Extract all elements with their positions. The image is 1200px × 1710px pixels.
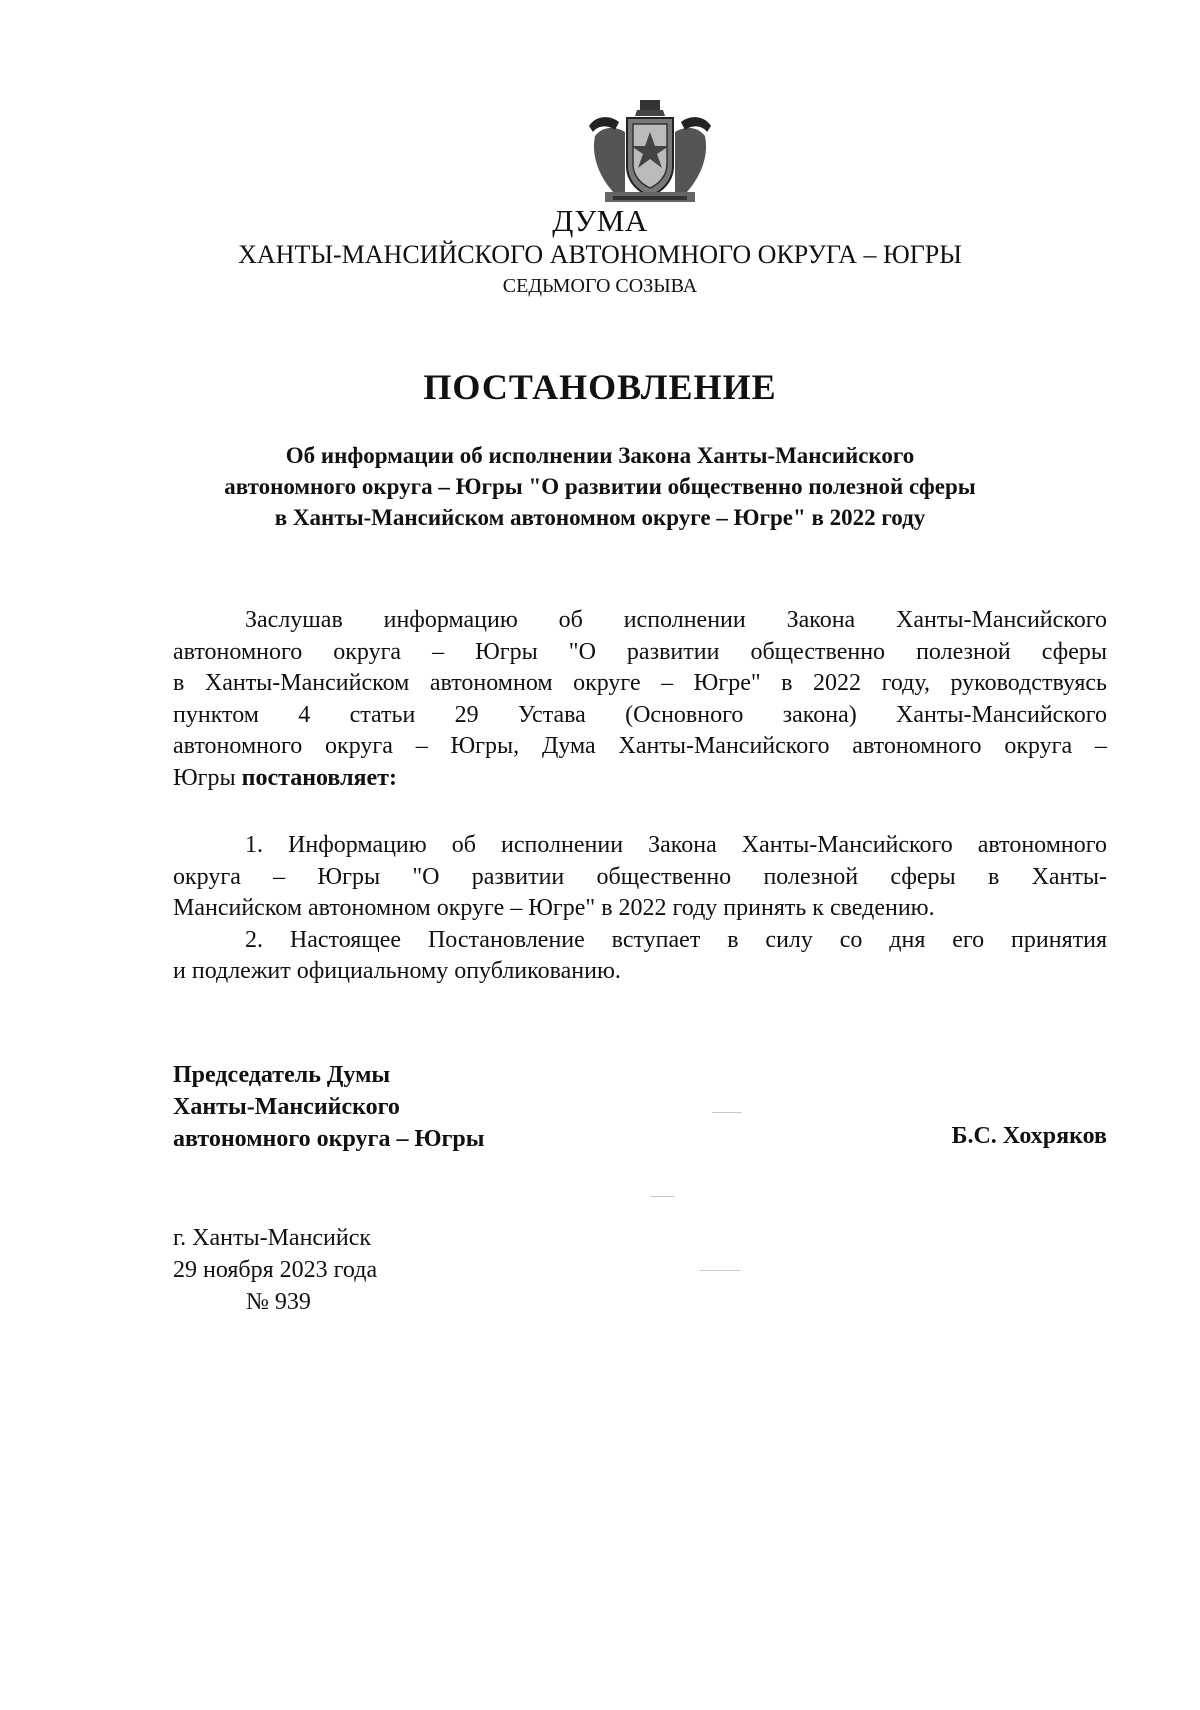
region-title: ХАНТЫ-МАНСИЙСКОГО АВТОНОМНОГО ОКРУГА – ЮГРЫ <box>238 240 962 269</box>
item-1-line: 1. Информацию об исполнении Закона Ханты-Мансийского автономного <box>245 832 1107 858</box>
signatory-position <box>173 1059 484 1155</box>
document-number: № 939 <box>246 1289 311 1315</box>
intro-line-resolves <box>173 763 1107 795</box>
scan-speck <box>712 1112 742 1113</box>
document-subject <box>170 440 1030 533</box>
intro-line: пунктом 4 статьи 29 Устава (Основного закона) Ханты-Мансийского <box>173 701 1107 728</box>
intro-line: автономного округа – Югры "О развитии общественно полезной сферы <box>173 638 1107 665</box>
intro-line: Заслушав информацию об исполнении Закона Ханты-Мансийского <box>245 607 1107 633</box>
convocation-title: СЕДЬМОГО СОЗЫВА <box>502 275 698 297</box>
coat-of-arms-icon <box>585 96 715 206</box>
document-type-heading: ПОСТАНОВЛЕНИЕ <box>423 367 777 407</box>
position-line: Председатель Думы <box>173 1062 391 1088</box>
item-2-line: и подлежит официальному опубликованию. <box>173 958 621 984</box>
intro-last-plain: Югры <box>173 764 242 791</box>
subject-line: Об информации об исполнении Закона Ханты-Мансийского <box>285 443 915 468</box>
position-line: Ханты-Мансийского <box>173 1094 400 1120</box>
subject-line: автономного округа – Югры "О развитии общественно полезной сферы <box>224 474 976 499</box>
intro-line: в Ханты-Мансийском автономном округе – Югре" в 2022 году, руководствуясь <box>173 670 1107 696</box>
position-line: автономного округа – Югры <box>173 1126 485 1152</box>
resolves-keyword: постановляет: <box>241 764 397 791</box>
scan-speck <box>700 1270 740 1271</box>
intro-paragraph <box>173 605 1107 794</box>
place: г. Ханты-Мансийск <box>173 1225 372 1251</box>
document-footer <box>173 1222 377 1318</box>
subject-line: в Ханты-Мансийском автономном округе – Югре" в 2022 году <box>274 505 926 530</box>
intro-line: автономного округа – Югры, Дума Ханты-Мансийского автономного округа – <box>173 733 1107 759</box>
resolution-items <box>173 830 1107 988</box>
item-1-line: округа – Югры "О развитии общественно полезной сферы в Ханты- <box>173 863 1107 890</box>
date: 29 ноября 2023 года <box>173 1257 378 1283</box>
scan-speck <box>650 1196 674 1197</box>
signatory-name: Б.С. Хохряков <box>951 1123 1107 1149</box>
duma-title: ДУМА <box>552 203 648 238</box>
item-2-line: 2. Настоящее Постановление вступает в силу со дня его принятия <box>245 926 1107 953</box>
item-1-line: Мансийском автономном округе – Югре" в 2022 году принять к сведению. <box>173 895 935 921</box>
